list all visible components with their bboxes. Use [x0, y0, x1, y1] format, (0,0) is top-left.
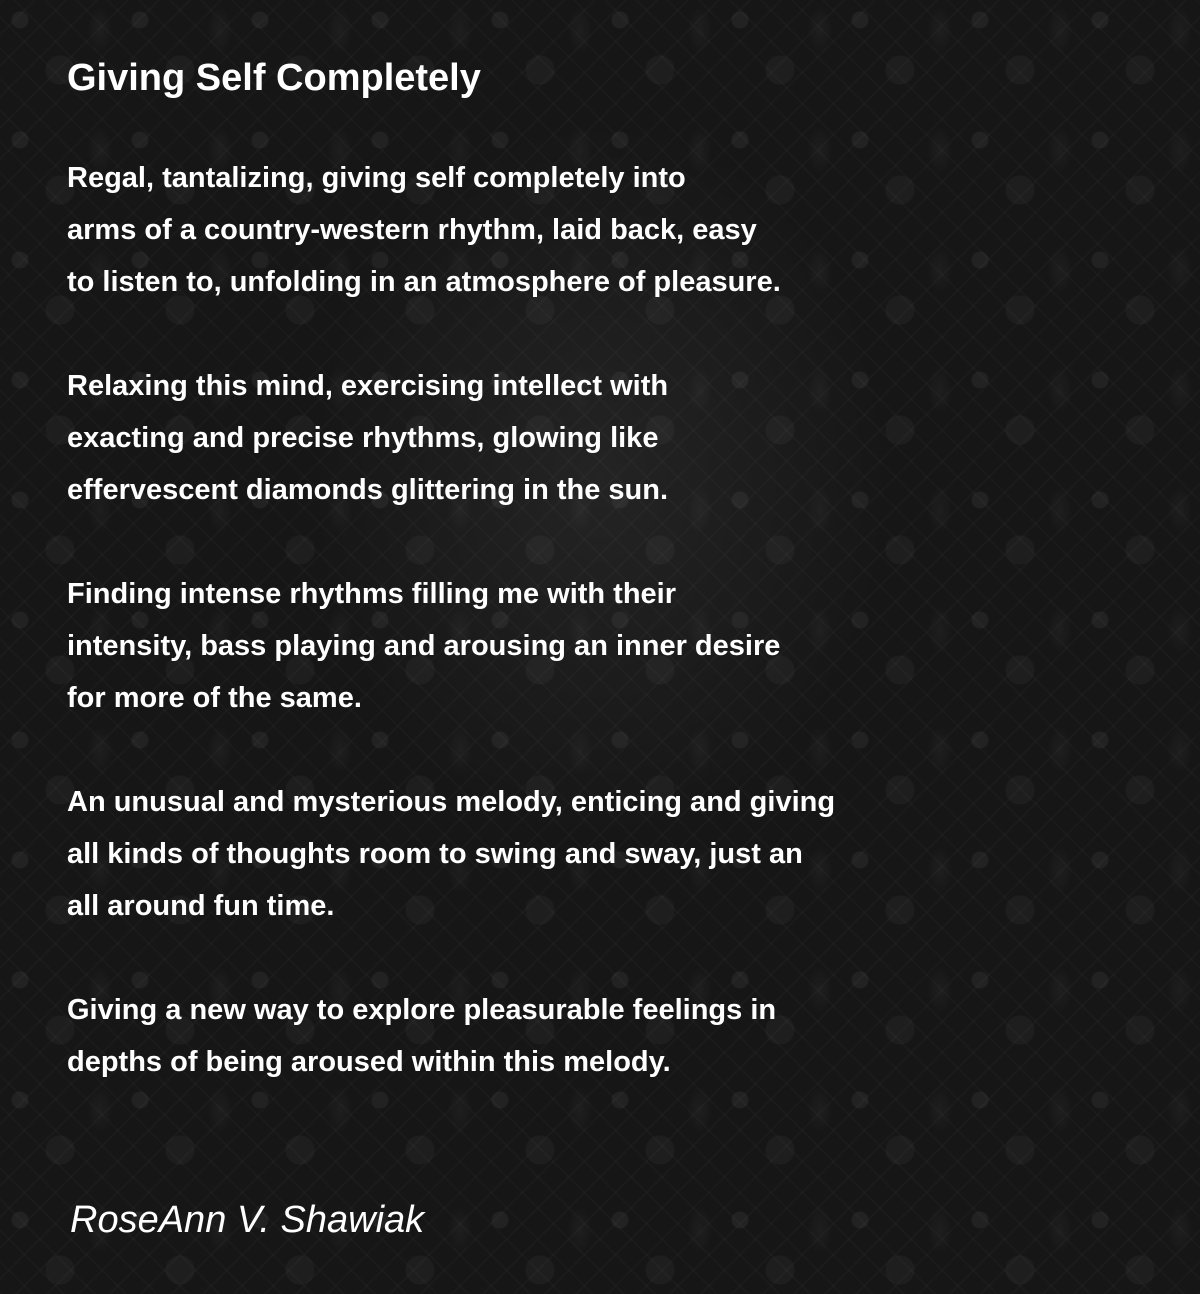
- stanza-4: [67, 776, 1167, 932]
- poem-line: An unusual and mysterious melody, enticing and giving: [67, 786, 836, 818]
- poem-line: all around fun time.: [67, 890, 335, 922]
- poem-line: Regal, tantalizing, giving self completely into: [67, 162, 686, 194]
- poem-line: to listen to, unfolding in an atmosphere of pleasure.: [67, 266, 781, 298]
- stanza-1: [67, 152, 1167, 308]
- poem-line: depths of being aroused within this melody.: [67, 1046, 671, 1078]
- poem-line: exacting and precise rhythms, glowing like: [67, 422, 659, 454]
- poem-line: for more of the same.: [67, 682, 362, 714]
- poem-body: [67, 152, 1167, 1140]
- poem-line: intensity, bass playing and arousing an inner desire: [67, 630, 781, 662]
- poem-line: Finding intense rhythms filling me with their: [67, 578, 677, 610]
- poem-line: arms of a country-western rhythm, laid back, easy: [67, 214, 757, 246]
- stanza-2: [67, 360, 1167, 516]
- poem-line: Giving a new way to explore pleasurable feelings in: [67, 994, 777, 1026]
- poem-line: all kinds of thoughts room to swing and sway, just an: [67, 838, 803, 870]
- poem-line: Relaxing this mind, exercising intellect with: [67, 370, 669, 402]
- stanza-5: [67, 984, 1167, 1088]
- stanza-3: [67, 568, 1167, 724]
- poem-line: effervescent diamonds glittering in the sun.: [67, 474, 669, 506]
- poem-author: RoseAnn V. Shawiak: [70, 1199, 425, 1241]
- poem-title: Giving Self Completely: [67, 57, 481, 99]
